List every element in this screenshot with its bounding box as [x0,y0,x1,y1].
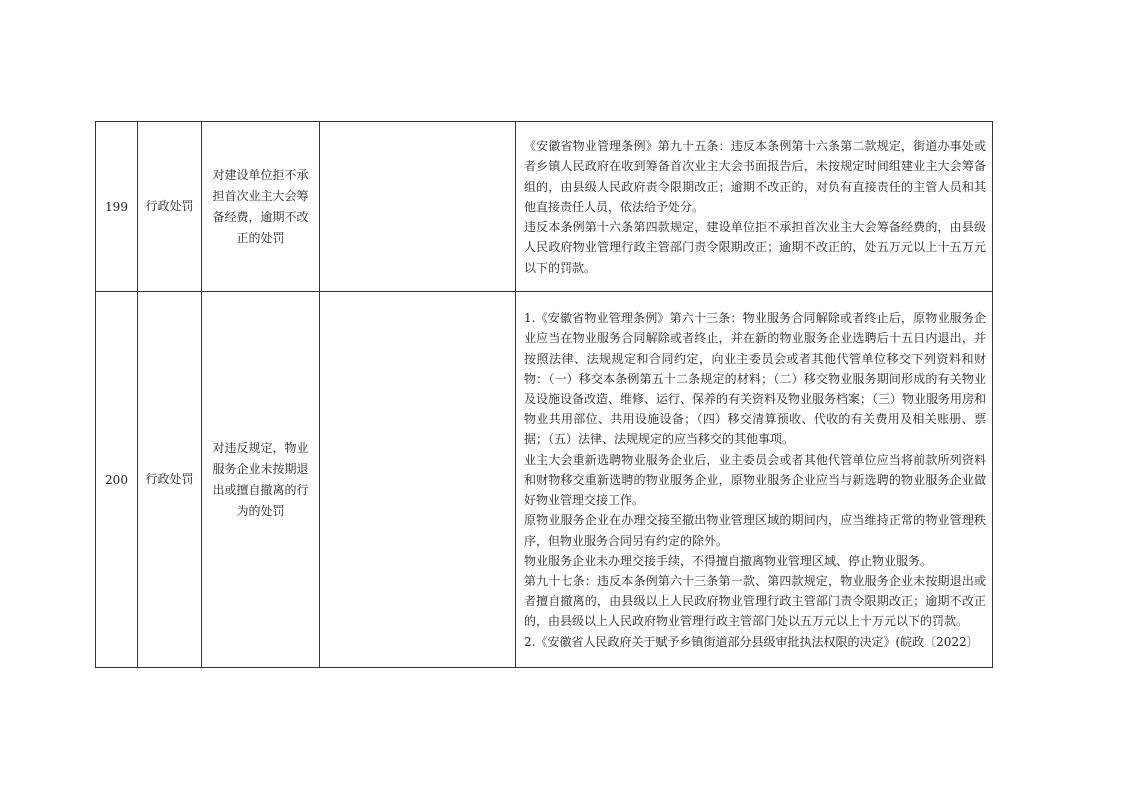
item-type: 行政处罚 [138,122,202,292]
basis-paragraph: 物业服务企业未办理交接手续，不得擅自撤离物业管理区域、停止物业服务。 [524,553,933,568]
item-number: 200 [96,292,138,668]
basis-paragraph: 原物业服务企业在办理交接至撤出物业管理区域的期间内，应当维持正常的物业管理秩序，但物业服务合同另有约定的除外。 [524,513,986,548]
basis-paragraph: 1.《安徽省物业管理条例》第六十三条：物业服务合同解除或者终止后，原物业服务企业应当在物业服务合同解除或者终止，并在新的物业服务企业选聘后十五日内退出，并按照法律、法规规定和合同约定，向业主委员会或者其他代管单位移交下列资料和财物：（一）移交本条例第五十二条规定的材料；（二）移交物业服务期间形成的有关物业及设施设备改造、维修、运行、保养的有关资料及物业服务档案；（三）物业服务用房和物业共用部位、共用设施设备；（四）移交清算预收、代收的有关费用及相关账册、票据；（五）法律、法规规定的应当移交的其他事项。 [524,311,987,447]
basis-paragraph: 业主大会重新选聘物业服务企业后，业主委员会或者其他代管单位应当将前款所列资料和财物移交重新选聘的物业服务企业，原物业服务企业应当与新选聘的物业服务企业做好物业管理交接工作。 [524,452,986,508]
empty-cell [320,292,516,668]
basis-paragraph: 2.《安徽省人民政府关于赋予乡镇街道部分县级审批执法权限的决定》(皖政〔2022〕 [524,634,979,649]
basis-paragraph: 第九十七条：违反本条例第六十三条第一款、第四款规定，物业服务企业未按期退出或者擅自撤离的，由县级以上人民政府物业管理行政主管部门责令限期改正；逾期不改正的，由县级以上人民政府物业管理行政主管部门处以五万元以上十万元以下的罚款。 [524,573,986,629]
item-name: 对违反规定，物业服务企业未按期退出或擅自撤离的行为的处罚 [202,292,320,668]
legal-basis [516,292,993,668]
item-type: 行政处罚 [138,292,202,668]
basis-paragraph: 违反本条例第十六条第四款规定，建设单位拒不承担首次业主大会筹备经费的，由县级人民政府物业管理行政主管部门责令限期改正；逾期不改正的，处五万元以上十五万元以下的罚款。 [524,220,986,275]
legal-basis [516,122,993,292]
item-number: 199 [96,122,138,292]
empty-cell [320,122,516,292]
enforcement-table [95,121,993,668]
item-name: 对建设单位拒不承担首次业主大会筹备经费，逾期不改正的处罚 [202,122,320,292]
basis-paragraph: 《安徽省物业管理条例》第九十五条：违反本条例第十六条第二款规定，街道办事处或者乡镇人民政府在收到筹备首次业主大会书面报告后，未按规定时间组建业主大会筹备组的，由县级人民政府责令限期改正；逾期不改正的，对负有直接责任的主管人员和其他直接责任人员，依法给予处分。 [524,139,986,214]
table-row [96,122,993,292]
table-row [96,292,993,668]
